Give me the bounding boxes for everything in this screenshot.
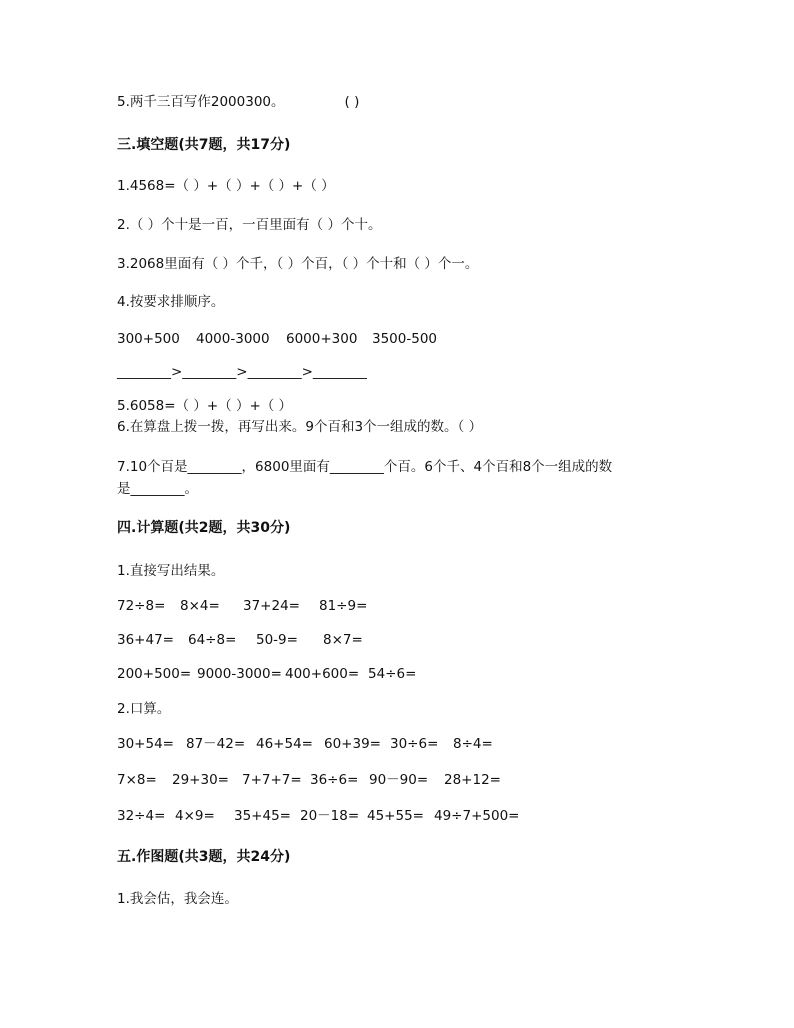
mental-row-3: [117, 807, 754, 825]
judge-question-5: [117, 93, 754, 111]
mental-item: 36÷6=: [310, 772, 359, 788]
calc-item: 54÷6=: [368, 666, 417, 682]
order-expr-1: 300+500: [117, 331, 180, 347]
mental-item: 4×9=: [175, 808, 215, 824]
fill-question-7-line-1: 7.10个百是________，6800里面有________个百。6个千、4个百和8个一组成的数: [117, 459, 613, 475]
calc-item: 200+500=: [117, 666, 192, 682]
calc-item: 8×4=: [180, 598, 220, 614]
mental-item: 32÷4=: [117, 808, 166, 824]
calc-item: 64÷8=: [188, 632, 237, 648]
order-blanks: ________>________>________>________: [117, 364, 367, 380]
mental-item: 46+54=: [256, 736, 313, 752]
calc-item: 36+47=: [117, 632, 174, 648]
mental-item: 7+7+7=: [242, 772, 302, 788]
mental-item: 60+39=: [324, 736, 381, 752]
calc-item: 50-9=: [256, 632, 298, 648]
calc-item: 72÷8=: [117, 598, 166, 614]
mental-row-1: [117, 735, 754, 753]
fill-question-7-line-2: 是________。: [117, 481, 198, 497]
mental-item: 20－18=: [300, 808, 360, 824]
mental-item: 28+12=: [444, 772, 501, 788]
drawing-question-1: 1.我会估，我会连。: [117, 891, 238, 907]
judge-question-5-text: 5.两千三百写作2000300。: [117, 94, 285, 110]
section-4-heading: 四.计算题(共2题，共30分): [117, 520, 291, 536]
mental-item: 30÷6=: [390, 736, 439, 752]
mental-item: 45+55=: [367, 808, 424, 824]
order-expr-2: 4000-3000: [196, 331, 270, 347]
mental-item: 30+54=: [117, 736, 174, 752]
judge-answer-paren: ( ): [344, 94, 360, 110]
mental-item: 7×8=: [117, 772, 157, 788]
mental-row-2: [117, 771, 754, 789]
mental-item: 29+30=: [172, 772, 229, 788]
calc-item: 81÷9=: [319, 598, 368, 614]
calc-row-1: [117, 597, 754, 615]
calc-item: 37+24=: [243, 598, 300, 614]
calc-item: 400+600=: [285, 666, 360, 682]
fill-question-6: 6.在算盘上拨一拨，再写出来。9个百和3个一组成的数。（ ）: [117, 419, 483, 435]
fill-question-5: 5.6058=（ ）+（ ）+（ ）: [117, 398, 293, 414]
calc-row-2: [117, 631, 754, 649]
calc-item: 8×7=: [323, 632, 363, 648]
section-5-heading: 五.作图题(共3题，共24分): [117, 849, 291, 865]
calc-question-1: 1.直接写出结果。: [117, 563, 225, 579]
mental-item: 35+45=: [234, 808, 291, 824]
mental-item: 87－42=: [186, 736, 246, 752]
fill-question-1: 1.4568=（ ）+（ ）+（ ）+（ ）: [117, 178, 335, 194]
mental-item: 8÷4=: [453, 736, 493, 752]
mental-item: 90－90=: [369, 772, 429, 788]
mental-item: 49÷7+500=: [434, 808, 520, 824]
fill-question-2: 2.（ ）个十是一百，一百里面有（ ）个十。: [117, 217, 382, 233]
order-expr-4: 3500-500: [372, 331, 437, 347]
section-3-heading: 三.填空题(共7题，共17分): [117, 137, 291, 153]
fill-question-3: 3.2068里面有（ ）个千，（ ）个百，（ ）个十和（ ）个一。: [117, 256, 479, 272]
order-expressions: [117, 330, 754, 348]
calc-item: 9000-3000=: [197, 666, 282, 682]
fill-question-4: 4.按要求排顺序。: [117, 294, 225, 310]
order-expr-3: 6000+300: [286, 331, 358, 347]
calc-question-2: 2.口算。: [117, 701, 171, 717]
calc-row-3: [117, 665, 754, 683]
